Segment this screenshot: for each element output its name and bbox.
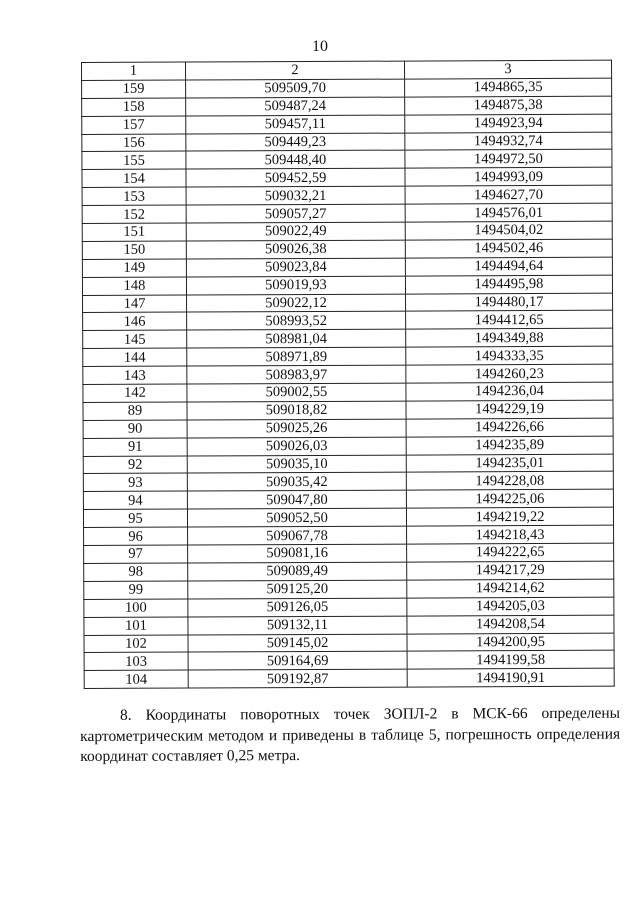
table-row	[82, 96, 612, 116]
column-header-x-coordinate: 2	[186, 61, 405, 80]
x-coordinate-cell: 509449,23	[186, 133, 405, 152]
table-header-row	[82, 60, 612, 80]
y-coordinate-cell: 1494495,98	[405, 275, 612, 294]
x-coordinate-cell: 509192,87	[188, 669, 407, 688]
y-coordinate-cell: 1494225,06	[406, 490, 613, 509]
y-coordinate-cell: 1494219,22	[406, 507, 613, 526]
point-number-cell: 94	[83, 491, 187, 509]
point-number-cell: 91	[83, 438, 187, 456]
point-number-cell: 143	[83, 366, 187, 384]
point-number-cell: 151	[82, 223, 186, 241]
table-row	[84, 651, 614, 671]
page-number: 10	[312, 38, 328, 55]
table-row	[84, 543, 614, 563]
y-coordinate-cell: 1494349,88	[406, 329, 613, 348]
y-coordinate-cell: 1494494,64	[405, 257, 612, 276]
table-row	[82, 257, 612, 277]
point-number-cell: 101	[84, 617, 188, 635]
point-number-cell: 158	[82, 98, 186, 116]
y-coordinate-cell: 1494923,94	[405, 114, 612, 133]
y-coordinate-cell: 1494235,01	[406, 454, 613, 473]
x-coordinate-cell: 508983,97	[187, 365, 406, 384]
y-coordinate-cell: 1494932,74	[405, 132, 612, 151]
y-coordinate-cell: 1494217,29	[407, 561, 614, 580]
y-coordinate-cell: 1494214,62	[407, 579, 614, 598]
y-coordinate-cell: 1494502,46	[405, 239, 612, 258]
y-coordinate-cell: 1494199,58	[407, 651, 614, 670]
x-coordinate-cell: 509487,24	[186, 97, 405, 116]
x-coordinate-cell: 509132,11	[188, 616, 407, 635]
point-number-cell: 97	[84, 545, 188, 563]
table-row	[82, 150, 612, 170]
point-number-cell: 96	[84, 527, 188, 545]
y-coordinate-cell: 1494333,35	[406, 346, 613, 365]
y-coordinate-cell: 1494218,43	[407, 525, 614, 544]
table-row	[84, 561, 614, 581]
x-coordinate-cell: 509025,26	[187, 419, 406, 438]
x-coordinate-cell: 509019,93	[186, 276, 405, 295]
x-coordinate-cell: 509452,59	[186, 168, 405, 187]
x-coordinate-cell: 509002,55	[187, 383, 406, 402]
x-coordinate-cell: 509022,49	[186, 222, 405, 241]
y-coordinate-cell: 1494200,95	[407, 633, 614, 652]
table-row	[83, 400, 613, 420]
point-number-cell: 150	[82, 241, 186, 259]
y-coordinate-cell: 1494222,65	[407, 543, 614, 562]
table-row	[84, 525, 614, 545]
y-coordinate-cell: 1494875,38	[405, 96, 612, 115]
x-coordinate-cell: 509067,78	[188, 526, 407, 545]
y-coordinate-cell: 1494627,70	[405, 185, 612, 204]
x-coordinate-cell: 509026,03	[187, 437, 406, 456]
table-row	[82, 114, 612, 134]
y-coordinate-cell: 1494993,09	[405, 168, 612, 187]
x-coordinate-cell: 509035,42	[187, 473, 406, 492]
point-number-cell: 89	[83, 402, 187, 420]
point-number-cell: 98	[84, 563, 188, 581]
y-coordinate-cell: 1494504,02	[405, 221, 612, 240]
y-coordinate-cell: 1494226,66	[406, 418, 613, 437]
point-number-cell: 157	[82, 116, 186, 134]
table-row	[84, 597, 614, 617]
y-coordinate-cell: 1494208,54	[407, 615, 614, 634]
point-number-cell: 154	[82, 169, 186, 187]
point-number-cell: 153	[82, 187, 186, 205]
table-row	[83, 329, 613, 349]
point-number-cell: 93	[83, 474, 187, 492]
x-coordinate-cell: 509052,50	[187, 508, 406, 527]
table-row	[83, 311, 613, 331]
table-row	[83, 364, 613, 384]
x-coordinate-cell: 509026,38	[186, 240, 405, 259]
x-coordinate-cell: 509081,16	[188, 544, 407, 563]
x-coordinate-cell: 509057,27	[186, 204, 405, 223]
y-coordinate-cell: 1494480,17	[406, 293, 613, 312]
table-row	[82, 275, 612, 295]
y-coordinate-cell: 1494412,65	[406, 311, 613, 330]
point-number-cell: 99	[84, 581, 188, 599]
point-number-cell: 102	[84, 635, 188, 653]
point-number-cell: 148	[82, 277, 186, 295]
table-row	[84, 633, 614, 653]
table-row	[83, 490, 613, 510]
y-coordinate-cell: 1494190,91	[407, 668, 614, 687]
y-coordinate-cell: 1494229,19	[406, 400, 613, 419]
table-row	[83, 472, 613, 492]
table-row	[83, 382, 613, 402]
x-coordinate-cell: 509125,20	[188, 580, 407, 599]
table-row	[83, 346, 613, 366]
point-number-cell: 159	[82, 80, 186, 98]
point-number-cell: 95	[83, 509, 187, 527]
point-number-cell: 100	[84, 599, 188, 617]
table-row	[82, 185, 612, 205]
point-number-cell: 144	[83, 348, 187, 366]
point-number-cell: 149	[82, 259, 186, 277]
table-row	[82, 203, 612, 223]
y-coordinate-cell: 1494972,50	[405, 150, 612, 169]
point-number-cell: 90	[83, 420, 187, 438]
point-number-cell: 156	[82, 134, 186, 152]
y-coordinate-cell: 1494205,03	[407, 597, 614, 616]
note-paragraph: 8. Координаты поворотных точек ЗОПЛ-2 в МСК-66 определены картометрическим методом и приведены в таблице 5, погрешность определения координат составляет 0,25 метра.	[80, 704, 621, 765]
x-coordinate-cell: 508971,89	[187, 347, 406, 366]
y-coordinate-cell: 1494228,08	[406, 472, 613, 491]
x-coordinate-cell: 509035,10	[187, 455, 406, 474]
table-row	[82, 168, 612, 188]
x-coordinate-cell: 509047,80	[187, 490, 406, 509]
point-number-cell: 104	[84, 670, 188, 688]
x-coordinate-cell: 509164,69	[188, 651, 407, 670]
point-number-cell: 147	[83, 295, 187, 313]
y-coordinate-cell: 1494235,89	[406, 436, 613, 455]
column-header-point-number: 1	[82, 62, 186, 80]
table-row	[83, 418, 613, 438]
table-row	[82, 221, 612, 241]
y-coordinate-cell: 1494236,04	[406, 382, 613, 401]
x-coordinate-cell: 509032,21	[186, 186, 405, 205]
x-coordinate-cell: 509448,40	[186, 151, 405, 170]
table-row	[83, 293, 613, 313]
point-number-cell: 155	[82, 151, 186, 169]
point-number-cell: 92	[83, 456, 187, 474]
table-row	[84, 615, 614, 635]
point-number-cell: 152	[82, 205, 186, 223]
y-coordinate-cell: 1494260,23	[406, 364, 613, 383]
table-row	[82, 239, 612, 259]
table-row	[84, 579, 614, 599]
table-row	[83, 436, 613, 456]
table-row	[84, 668, 614, 688]
x-coordinate-cell: 509457,11	[186, 115, 405, 134]
x-coordinate-cell: 509023,84	[186, 258, 405, 277]
x-coordinate-cell: 509509,70	[186, 79, 405, 98]
point-number-cell: 103	[84, 652, 188, 670]
point-number-cell: 145	[83, 330, 187, 348]
coordinates-table	[81, 60, 615, 689]
x-coordinate-cell: 509022,12	[187, 294, 406, 313]
y-coordinate-cell: 1494576,01	[405, 203, 612, 222]
table-body	[82, 78, 615, 689]
x-coordinate-cell: 509145,02	[188, 634, 407, 653]
column-header-y-coordinate: 3	[404, 60, 611, 79]
x-coordinate-cell: 509018,82	[187, 401, 406, 420]
table-row	[82, 78, 612, 98]
x-coordinate-cell: 509089,49	[188, 562, 407, 581]
y-coordinate-cell: 1494865,35	[405, 78, 612, 97]
table-row	[82, 132, 612, 152]
point-number-cell: 146	[83, 313, 187, 331]
table-row	[83, 454, 613, 474]
x-coordinate-cell: 508993,52	[187, 312, 406, 331]
x-coordinate-cell: 509126,05	[188, 598, 407, 617]
x-coordinate-cell: 508981,04	[187, 329, 406, 348]
table-row	[83, 507, 613, 527]
point-number-cell: 142	[83, 384, 187, 402]
